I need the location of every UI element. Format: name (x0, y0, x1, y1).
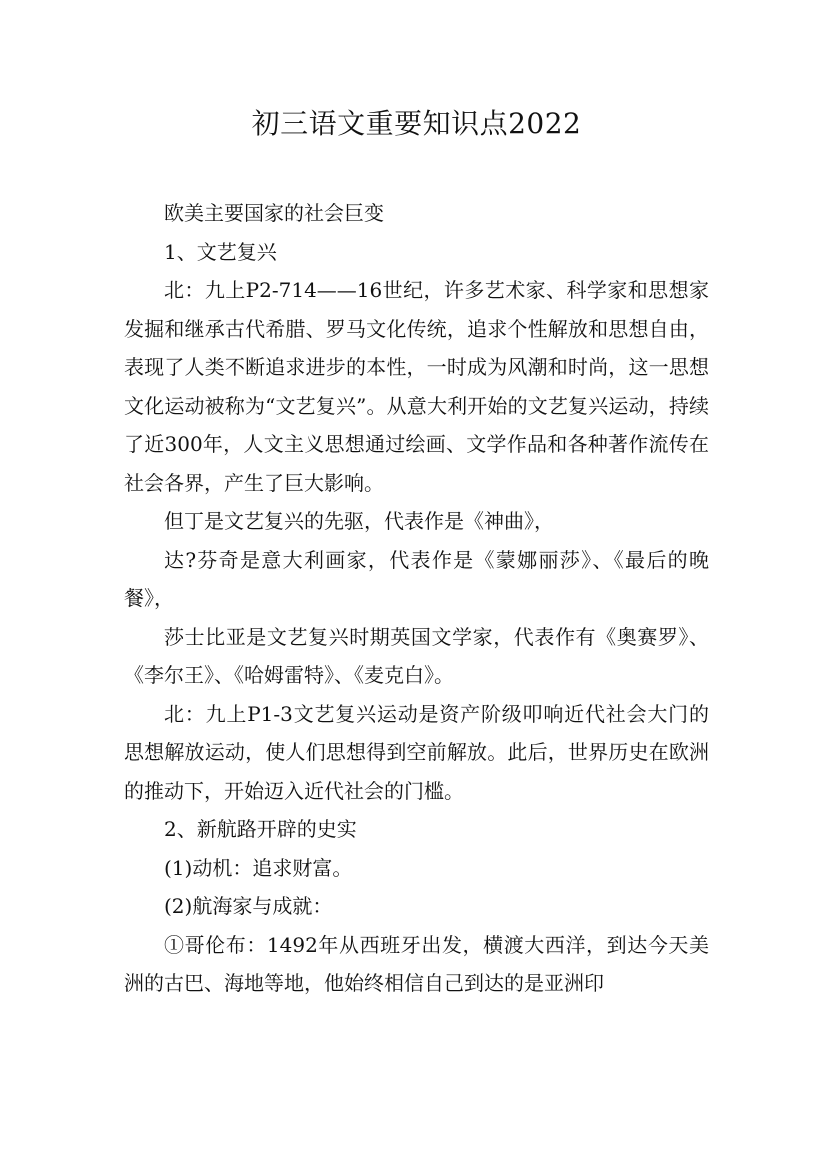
paragraph-renaissance-heading: 1、文艺复兴 (164, 239, 277, 264)
paragraph-navigators-heading: (2)航海家与成就： (164, 894, 333, 918)
paragraph-renaissance-overview: 北：九上P2-714——16世纪，许多艺术家、科学家和思想家发掘和继承古代希腊、罗马文化传统，追求个性解放和思想自由，表现了人类不断追求进步的本性，一时成为风潮和时尚，这一思想文化运动被称为“文艺复兴”。从意大利开始的文艺复兴运动，持续了近300年，人文主义思想通过绘画、文学作品和各种著作流传在社会各界，产生了巨大影响。 (124, 278, 709, 495)
paragraph-renaissance-significance: 北：九上P1-3文艺复兴运动是资产阶级叩响近代社会大门的思想解放运动，使人们思想得到空前解放。此后，世界历史在欧洲的推动下，开始迈入近代社会的门槛。 (124, 701, 709, 803)
paragraph-shakespeare: 莎士比亚是文艺复兴时期英国文学家，代表作有《奥赛罗》、《李尔王》、《哈姆雷特》、《麦克白》。 (124, 624, 709, 687)
paragraph-section-heading: 欧美主要国家的社会巨变 (164, 201, 384, 225)
paragraph-motive: (1)动机：追求财富。 (164, 855, 353, 880)
paragraph-da-vinci: 达?芬奇是意大利画家，代表作是《蒙娜丽莎》、《最后的晚餐》， (124, 547, 709, 610)
paragraph-columbus: ①哥伦布：1492年从西班牙出发，横渡大西洋，到达今天美洲的古巴、海地等地，他始终相信自己到达的是亚洲印 (124, 932, 709, 995)
paragraph-dante: 但丁是文艺复兴的先驱，代表作是《神曲》， (164, 509, 554, 533)
paragraph-new-routes-heading: 2、新航路开辟的史实 (164, 817, 357, 841)
document-body (124, 194, 709, 1003)
document-title: 初三语文重要知识点2022 (251, 107, 582, 140)
